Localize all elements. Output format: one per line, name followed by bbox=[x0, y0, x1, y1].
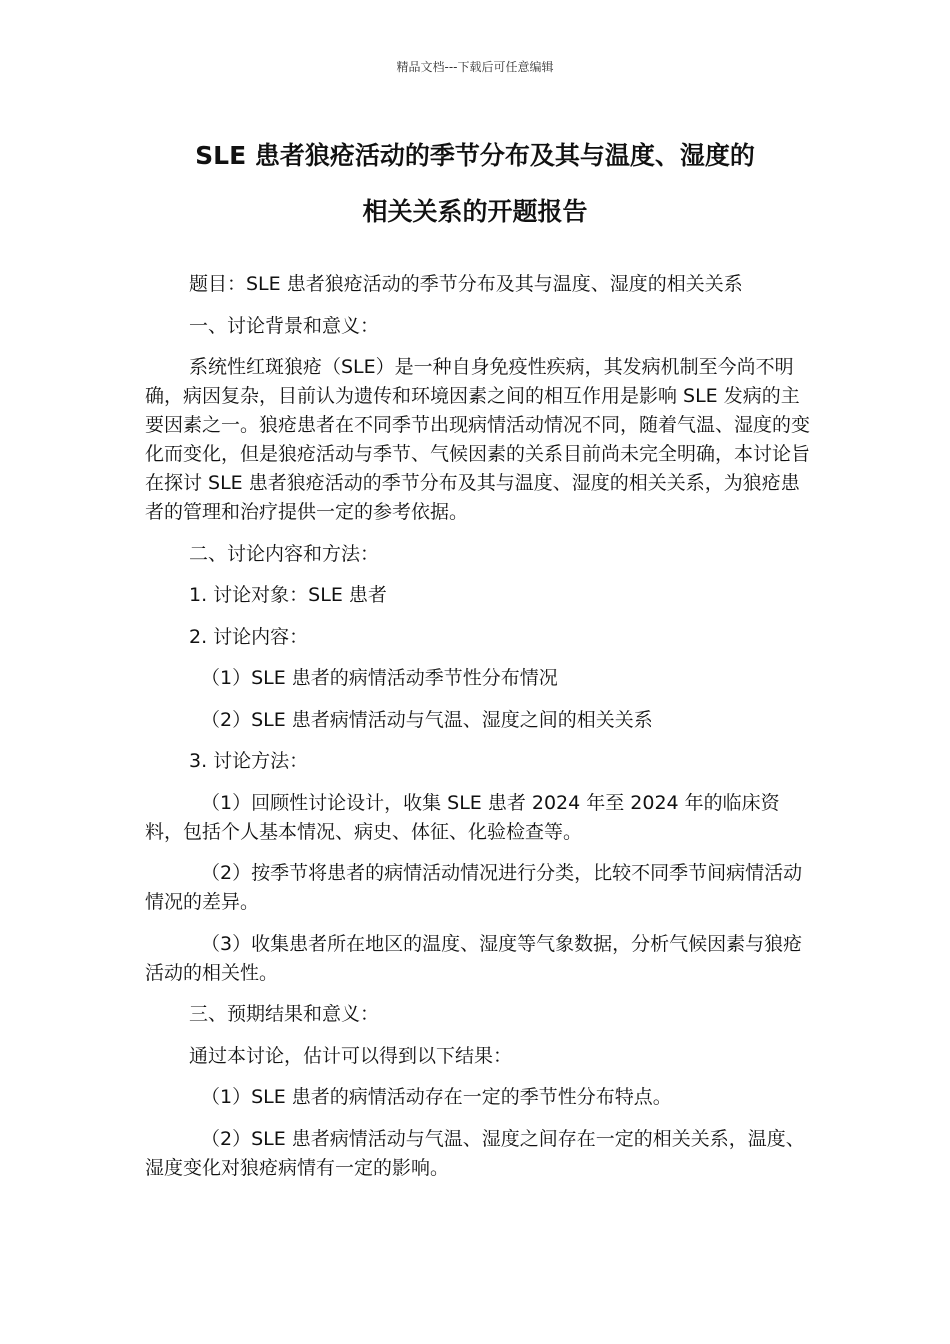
section-heading-expected-results: 三、预期结果和意义： bbox=[189, 1003, 380, 1025]
content-heading: 2. 讨论内容： bbox=[189, 625, 309, 648]
content-item-2: （2）SLE 患者病情活动与气温、湿度之间的相关关系 bbox=[201, 708, 653, 731]
document-title-line-1: SLE 患者狼疮活动的季节分布及其与温度、湿度的 bbox=[195, 141, 755, 170]
subject-line: 1. 讨论对象：SLE 患者 bbox=[189, 584, 387, 606]
document-title-line-2: 相关关系的开题报告 bbox=[362, 197, 588, 226]
section-heading-content-methods: 二、讨论内容和方法： bbox=[189, 542, 380, 565]
method-item-1: （1）回顾性讨论设计，收集 SLE 患者 2024 年至 2024 年的临床资料，包括个人基本情况、病史、体征、化验检查等。 bbox=[145, 791, 780, 843]
method-item-3: （3）收集患者所在地区的温度、湿度等气象数据，分析气候因素与狼疮活动的相关性。 bbox=[145, 932, 803, 984]
content-item-1: （1）SLE 患者的病情活动季节性分布情况 bbox=[201, 667, 558, 689]
result-item-2: （2）SLE 患者病情活动与气温、湿度之间存在一定的相关关系，温度、湿度变化对狼疮病情有一定的影响。 bbox=[145, 1127, 805, 1179]
result-item-1: （1）SLE 患者的病情活动存在一定的季节性分布特点。 bbox=[201, 1086, 672, 1108]
document-body bbox=[145, 270, 810, 1195]
topic-line: 题目：SLE 患者狼疮活动的季节分布及其与温度、湿度的相关关系 bbox=[189, 273, 743, 295]
background-paragraph: 系统性红斑狼疮（SLE）是一种自身免疫性疾病，其发病机制至今尚不明确，病因复杂，目前认为遗传和环境因素之间的相互作用是影响 SLE 发病的主要因素之一。狼疮患者在不同季节出现病情活动情况不同，随着气温、湿度的变化而变化，但是狼疮活动与季节、气候因素的关系目前尚未完全明确，本讨论旨在探讨 SLE 患者狼疮活动的季节分布及其与温度、湿度的相关关系，为狼疮患者的管理和治疗提供一定的参考依据。 bbox=[145, 356, 811, 523]
method-heading: 3. 讨论方法： bbox=[189, 750, 309, 772]
results-intro: 通过本讨论，估计可以得到以下结果： bbox=[189, 1044, 513, 1067]
section-heading-background: 一、讨论背景和意义： bbox=[189, 314, 380, 337]
method-item-2: （2）按季节将患者的病情活动情况进行分类，比较不同季节间病情活动情况的差异。 bbox=[145, 862, 803, 913]
document-title bbox=[120, 128, 830, 240]
page-header-watermark: 精品文档---下载后可任意编辑 bbox=[396, 60, 554, 74]
